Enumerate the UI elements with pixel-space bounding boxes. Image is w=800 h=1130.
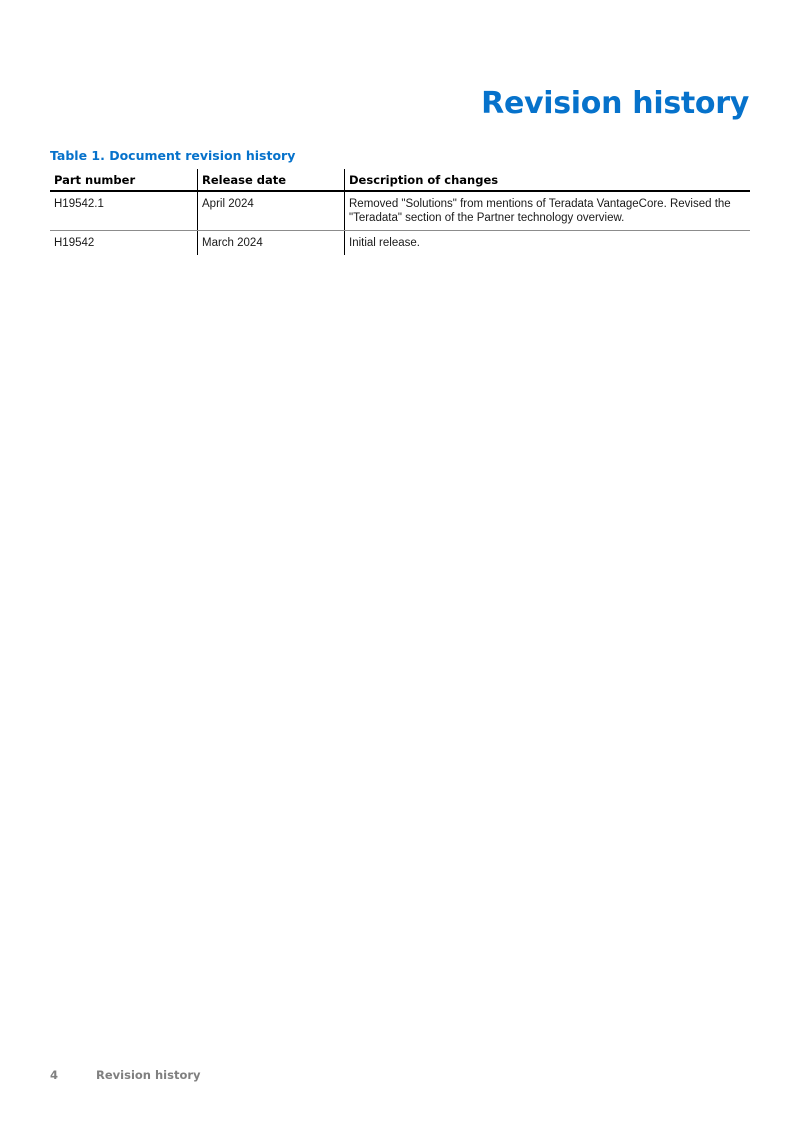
revision-history-table [50,169,750,255]
table-header-row [50,169,750,191]
column-header-release-date: Release date [198,169,345,191]
description-cell: Initial release. [345,231,751,256]
page-title: Revision history [481,86,749,121]
description-cell: Removed "Solutions" from mentions of Teradata VantageCore. Revised the "Teradata" section of the Partner technology overview. [345,191,751,231]
part-number-cell: H19542.1 [50,191,198,231]
part-number-cell: H19542 [54,237,95,249]
table-caption: Table 1. Document revision history [50,148,296,163]
table-row [50,191,750,231]
page-footer [50,1068,201,1082]
release-date-cell: March 2024 [198,231,345,256]
table-row [50,231,750,256]
column-header-part-number: Part number [50,169,198,191]
release-date-cell: April 2024 [198,191,345,231]
footer-section-title: Revision history [96,1068,201,1082]
column-header-description: Description of changes [345,169,751,191]
page-number: 4 [50,1068,59,1082]
